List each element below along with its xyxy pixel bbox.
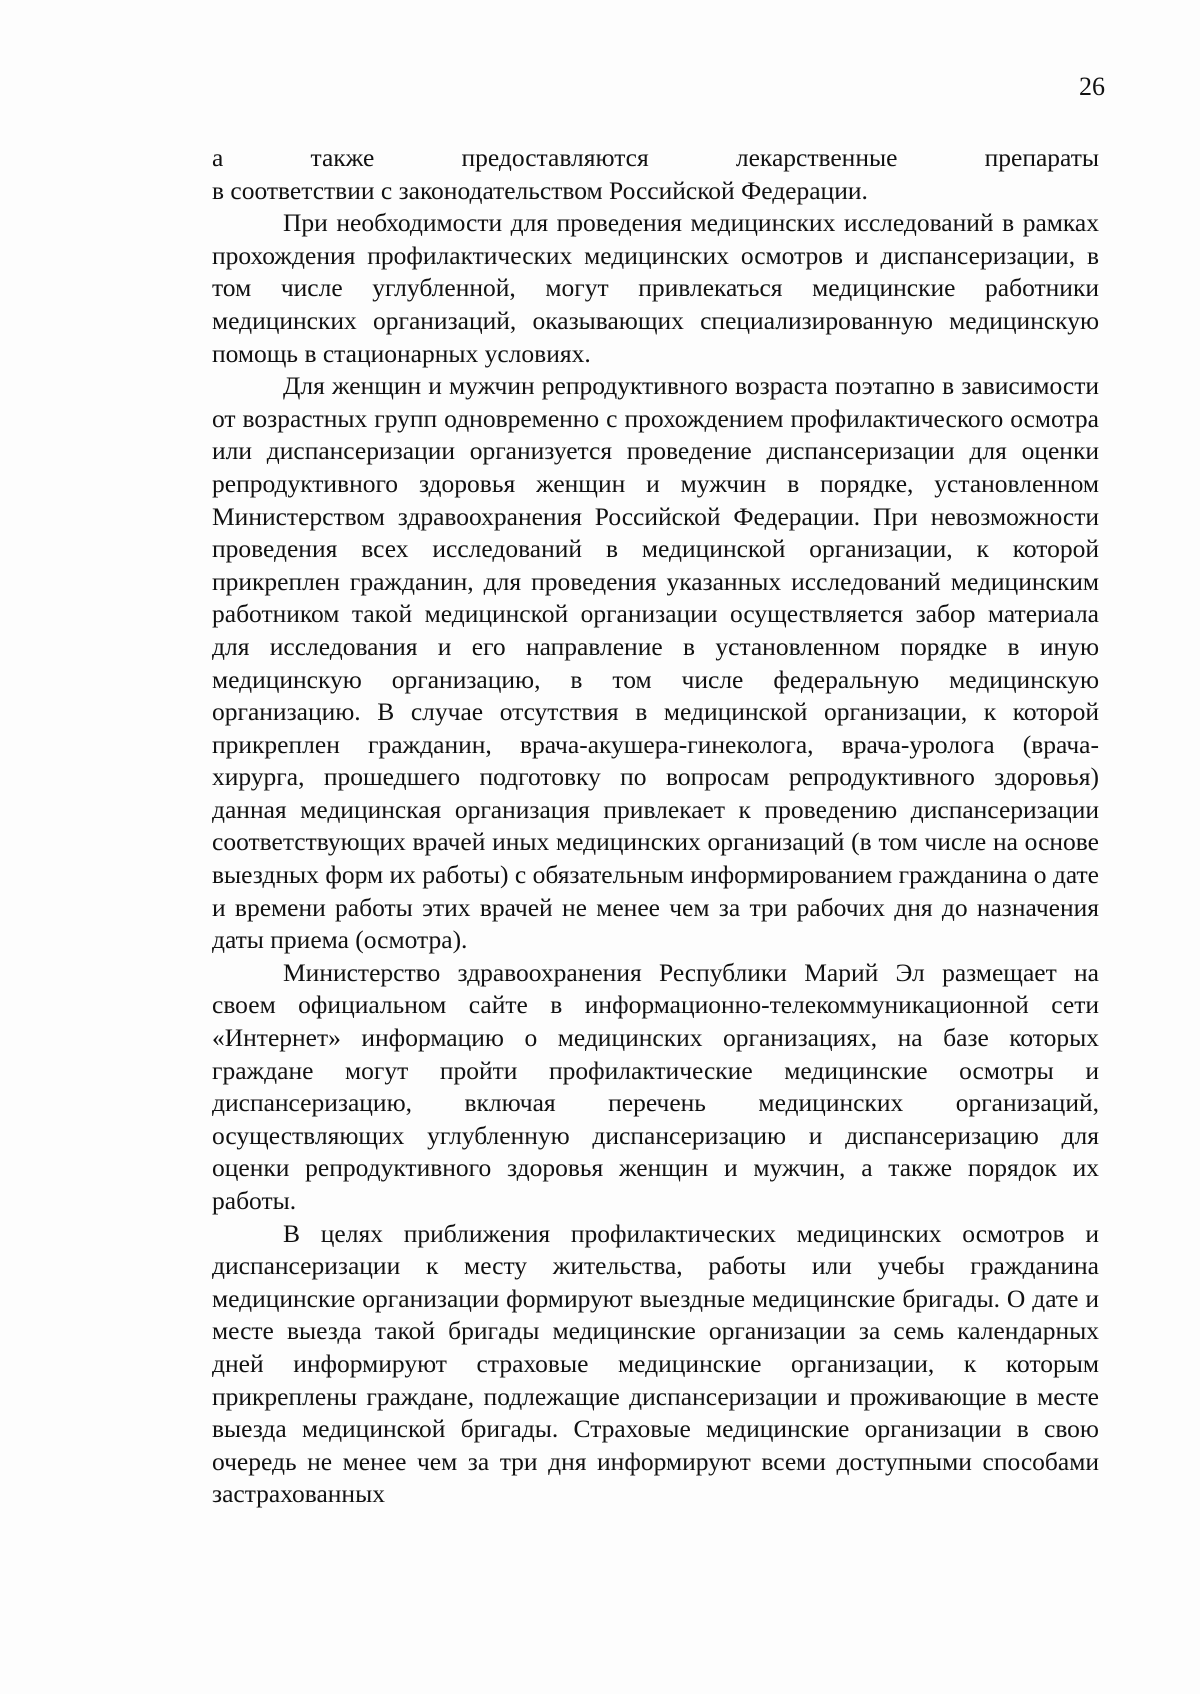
paragraph-mobile-teams: В целях приближения профилактических медицинских осмотров и диспансеризации к месту жительства, работы или учебы гражданина медицинские организации формируют выездные медицинские бригады. О дате и месте выезда такой бригады медицинские организации за семь календарных дней информируют страховые медицинские организации, к которым прикреплены граждане, подлежащие диспансеризации и проживающие в месте выезда медицинской бригады. Страховые медицинские организации в свою очередь не менее чем за три дня информируют всеми доступными способами застрахованных	[212, 1218, 1099, 1509]
document-body	[212, 142, 1099, 1511]
continuation-line-2: в соответствии с законодательством Российской Федерации.	[212, 175, 868, 205]
paragraph-reproductive-health: Для женщин и мужчин репродуктивного возраста поэтапно в зависимости от возрастных групп одновременно с прохождением профилактического осмотра или диспансеризации организуется проведение диспансеризации для оценки репродуктивного здоровья женщин и мужчин в порядке, установленном Министерством здравоохранения Российской Федерации. При невозможности проведения всех исследований в медицинской организации, к которой прикреплен гражданин, для проведения указанных исследований медицинским работником такой медицинской организации осуществляется забор материала для исследования и его направление в установленном порядке в иную медицинскую организацию, в том числе федеральную медицинскую организацию. В случае отсутствия в медицинской организации, к которой прикреплен гражданин, врача-акушера-гинеколога, врача-уролога (врача-хирурга, прошедшего подготовку по вопросам репродуктивного здоровья) данная медицинская организация привлекает к проведению диспансеризации соответствующих врачей иных медицинских организаций (в том числе на основе выездных форм их работы) с обязательным информированием гражданина о дате и времени работы этих врачей не менее чем за три рабочих дня до назначения даты приема (осмотра).	[212, 371, 1099, 955]
continuation-paragraph	[212, 142, 1099, 207]
continuation-line-1: а также предоставляются лекарственные препараты	[212, 143, 1099, 172]
paragraph-medical-research: При необходимости для проведения медицинских исследований в рамках прохождения профилактических медицинских осмотров и диспансеризации, в том числе углубленной, могут привлекаться медицинские работники медицинских организаций, оказывающих специализированную медицинскую помощь в стационарных условиях.	[212, 208, 1099, 368]
paragraph-ministry-website: Министерство здравоохранения Республики Марий Эл размещает на своем официальном сайте в информационно-телекоммуникационной сети «Интернет» информацию о медицинских организациях, на базе которых граждане могут пройти профилактические медицинские осмотры и диспансеризацию, включая перечень медицинских организаций, осуществляющих углубленную диспансеризацию и диспансеризацию для оценки репродуктивного здоровья женщин и мужчин, а также порядок их работы.	[212, 957, 1099, 1215]
page-number: 26	[1079, 72, 1105, 101]
